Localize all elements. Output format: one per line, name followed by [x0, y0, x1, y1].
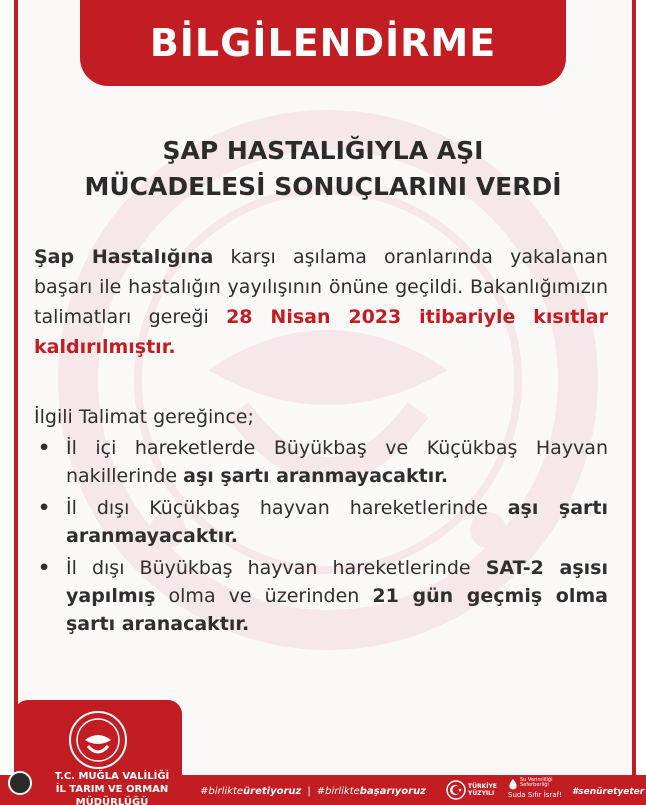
directive-label: İlgili Talimat gereğince;: [34, 406, 254, 428]
hashtags: [200, 786, 426, 797]
banner-title: BİLGİLENDİRME: [149, 21, 497, 65]
poster-frame: [14, 0, 636, 780]
bullet-text-2: olma ve üzerinden: [155, 585, 373, 607]
list-item: [34, 494, 608, 550]
turkiye-line-2: YÜZYILI: [468, 790, 495, 797]
headline-line-2: MÜCADELESİ SONUÇLARINI VERDİ: [84, 172, 562, 201]
intro-bold-lead: Şap Hastalığına: [34, 246, 214, 268]
intro-paragraph: [34, 242, 608, 362]
bullet-text: İl içi hareketlerde Büyükbaş ve Küçükbaş Hayvan nakillerinde: [66, 437, 608, 487]
bullet-text: İl dışı Büyükbaş hayvan hareketlerinde: [66, 557, 486, 579]
bullet-bold-2: 21 gün geçmiş olma şartı aranacaktır.: [66, 585, 608, 635]
headline-line-1: ŞAP HASTALIĞIYLA AŞI: [162, 136, 484, 165]
suda-small-text: Su Verimliliği Seferberliği: [520, 777, 553, 788]
turkiye-line-1: TÜRKİYE: [468, 783, 497, 790]
rules-list: [34, 434, 608, 642]
bullet-bold: aşı şartı aranmayacaktır.: [66, 497, 608, 547]
bullet-bold: SAT-2 aşısı yapılmış: [66, 557, 608, 607]
bullet-text: İl dışı Küçükbaş hayvan hareketlerinde: [66, 497, 508, 519]
ministry-seal-icon: [68, 710, 128, 770]
list-item: [34, 434, 608, 490]
bullet-bold: aşı şartı aranmayacaktır.: [183, 465, 449, 487]
headline: [40, 133, 606, 205]
bullet-dot: •: [38, 497, 51, 519]
suda-main-text: Suda Sıfır İsraf!: [508, 791, 562, 799]
header-banner: [80, 0, 566, 86]
hashtag-2-prefix: #birlikte: [316, 786, 360, 797]
instagram-avatar-icon[interactable]: [8, 771, 32, 795]
hashtag-1-prefix: #birlikte: [200, 786, 244, 797]
hashtag-2-bold: başarıyoruz: [359, 786, 427, 797]
hashtag-1-bold: üretiyoruz: [243, 786, 302, 797]
org-line-1: T.C. MUĞLA VALİLİĞİ: [54, 771, 170, 782]
water-drop-icon: [508, 779, 518, 791]
turkiye-crest-icon: [446, 780, 466, 800]
org-line-2: İL TARIM VE ORMAN MÜDÜRLÜĞÜ: [55, 784, 169, 805]
list-item: [34, 554, 608, 638]
hashtag-separator: |: [307, 786, 311, 797]
suda-sifir-israf-logo: [508, 778, 568, 802]
intro-red-highlight: 28 Nisan 2023 itibariyle kısıtlar kaldırılmıştır.: [34, 306, 608, 358]
intro-text: karşı aşılama oranlarında yakalanan başarı ile hastalığın yayılışının önüne geçildi. Bakanlığımızın talimatları gereği: [34, 246, 608, 328]
bullet-dot: •: [38, 557, 51, 579]
senuret-hashtag: #senüretyeter: [572, 787, 645, 797]
footer-org: [32, 770, 192, 805]
bullet-dot: •: [38, 437, 51, 459]
turkiye-yuzyili-logo: [446, 778, 504, 802]
